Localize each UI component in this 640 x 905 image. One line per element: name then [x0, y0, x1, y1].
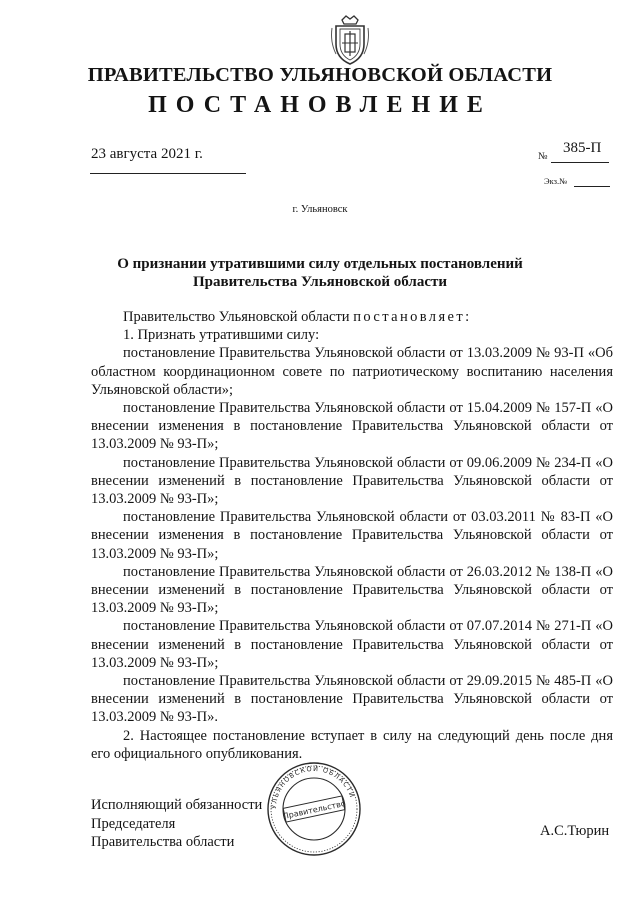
signatory-name: А.С.Тюрин	[540, 823, 610, 839]
intro-lead: Правительство Ульяновской области	[123, 309, 354, 325]
heading-line-2: Правительства Ульяновской области	[192, 274, 448, 290]
document-date: 23 августа 2021 г.	[91, 146, 203, 162]
document-body	[91, 308, 613, 763]
signatory-position	[91, 796, 262, 852]
city-label: г. Ульяновск	[292, 204, 348, 215]
repealed-item: постановление Правительства Ульяновской области от 09.06.2009 № 234-П «О внесении изменений в постановление Правительства Ульяновской области от 13.03.2009 № 93-П»;	[91, 454, 613, 508]
repealed-item: постановление Правительства Ульяновской области от 03.03.2011 № 83-П «О внесении изменения в постановление Правительства Ульяновской области от 13.03.2009 № 93-П»;	[91, 509, 613, 562]
date-underline	[90, 173, 246, 174]
seal-center-text: Правительство	[281, 798, 347, 822]
intro-paragraph	[91, 308, 613, 326]
repealed-item: постановление Правительства Ульяновской области от 07.07.2014 № 271-П «О внесении изменений в постановление Правительства Ульяновской области от 13.03.2009 № 93-П»;	[91, 618, 613, 671]
intro-decree-word: постановляет:	[353, 309, 472, 325]
position-line-2: Председателя	[91, 815, 176, 832]
copy-number-underline	[574, 186, 610, 187]
repealed-item: постановление Правительства Ульяновской области от 15.04.2009 № 157-П «О внесении изменения в постановление Правительства Ульяновской области от 13.03.2009 № 93-П»;	[91, 400, 613, 453]
official-seal-icon	[266, 761, 362, 857]
position-line-1: Исполняющий обязанности	[91, 797, 263, 813]
repealed-item: постановление Правительства Ульяновской области от 13.03.2009 № 93-П «Об областном координационном совете по патриотическому воспитанию населения Ульяновской области»;	[91, 345, 613, 398]
number-underline	[551, 162, 609, 163]
document-heading	[100, 255, 540, 291]
seal-ring-text: УЛЬЯНОВСКОЙ ОБЛАСТИ	[269, 764, 357, 810]
number-label: №	[538, 151, 548, 162]
item-2-paragraph: 2. Настоящее постановление вступает в силу на следующий день после дня его официального опубликования.	[91, 727, 613, 762]
position-line-3: Правительства области	[91, 834, 235, 850]
item-1-intro: 1. Признать утратившими силу:	[123, 327, 320, 344]
document-number: 385-П	[563, 140, 602, 156]
organization-title: ПРАВИТЕЛЬСТВО УЛЬЯНОВСКОЙ ОБЛАСТИ	[87, 64, 553, 86]
coat-of-arms-icon	[328, 14, 372, 66]
document-type-title: ПОСТАНОВЛЕНИЕ	[148, 92, 492, 118]
repealed-item: постановление Правительства Ульяновской области от 29.09.2015 № 485-П «О внесении изменений в постановление Правительства Ульяновской области от 13.03.2009 № 93-П».	[91, 673, 613, 726]
heading-line-1: О признании утратившими силу отдельных постановлений	[117, 256, 523, 272]
repealed-item: постановление Правительства Ульяновской области от 26.03.2012 № 138-П «О внесении изменений в постановление Правительства Ульяновской области от 13.03.2009 № 93-П»;	[91, 563, 613, 617]
copy-number-label: Экз.№	[544, 176, 568, 186]
